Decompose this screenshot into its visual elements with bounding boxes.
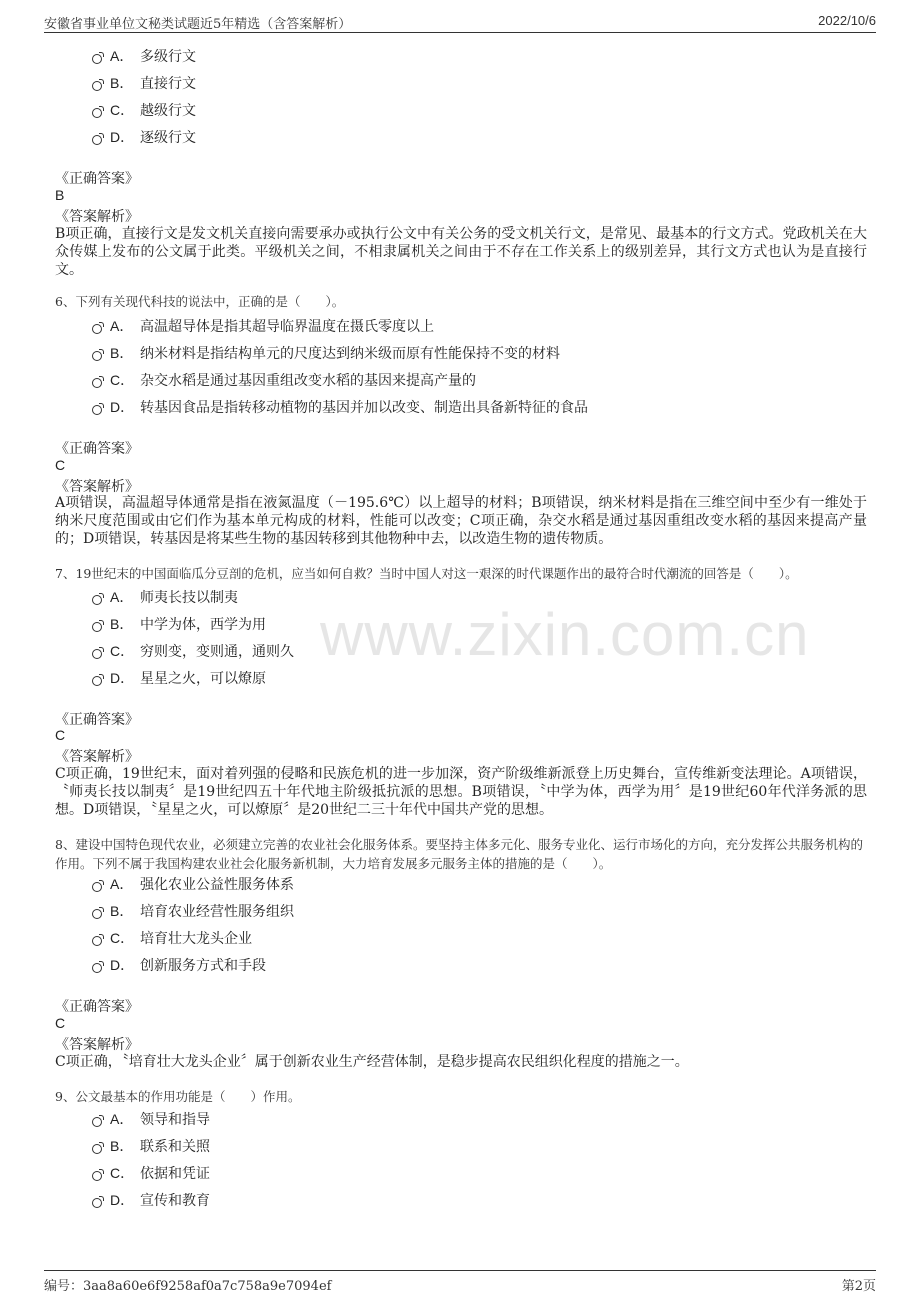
radio-icon[interactable] xyxy=(92,81,102,91)
analysis-text: B项正确，直接行文是发文机关直接向需要承办或执行公文中有关公务的受文机关行文，是常见、最基本的行文方式。党政机关在大众传媒上发布的公文属于此类。平级机关之间，不相隶属机关之间由于不存在工作关系上的级别差异，其行文方式也认为是直接行文。 xyxy=(55,226,867,278)
question-text: 6、下列有关现代科技的说法中，正确的是（ ）。 xyxy=(55,294,345,309)
analysis-label: 《答案解析》 xyxy=(55,209,139,225)
answer-value: C xyxy=(55,1015,66,1031)
page-footer xyxy=(44,1270,876,1293)
radio-icon[interactable] xyxy=(92,1171,102,1181)
q7-options xyxy=(92,583,294,691)
radio-icon[interactable] xyxy=(92,1144,102,1154)
option-a[interactable]: A． 强化农业公益性服务体系 xyxy=(92,870,294,897)
analysis-label: 《答案解析》 xyxy=(55,479,139,495)
analysis-label: 《答案解析》 xyxy=(55,749,139,765)
q5-options xyxy=(92,42,196,150)
answer-value: C xyxy=(55,457,66,473)
answer-label: 《正确答案》 xyxy=(55,999,139,1015)
radio-icon[interactable] xyxy=(92,324,102,334)
q6-options xyxy=(92,312,588,420)
option-c[interactable]: C． 穷则变，变则通，通则久 xyxy=(92,637,294,664)
question-text: 8、建设中国特色现代农业，必须建立完善的农业社会化服务体系。要坚持主体多元化、服务专业化、运行市场化的方向，充分发挥公共服务机构的作用。下列不属于我国构建农业社会化服务新机制，大力培育发展多元服务主体的措施的是（ ）。 xyxy=(55,837,863,871)
answer-value: C xyxy=(55,727,66,743)
radio-icon[interactable] xyxy=(92,135,102,145)
radio-icon[interactable] xyxy=(92,108,102,118)
document-title: 安徽省事业单位文秘类试题近5年精选（含答案解析） xyxy=(44,17,352,32)
option-c[interactable]: C． 依据和凭证 xyxy=(92,1159,210,1186)
answer-label: 《正确答案》 xyxy=(55,712,139,728)
option-d[interactable]: D． 逐级行文 xyxy=(92,123,196,150)
question-text: 9、公文最基本的作用功能是（ ）作用。 xyxy=(55,1089,301,1104)
q9-options xyxy=(92,1105,210,1213)
answer-value: B xyxy=(55,187,65,203)
option-c[interactable]: C． 杂交水稻是通过基因重组改变水稻的基因来提高产量的 xyxy=(92,366,588,393)
radio-icon[interactable] xyxy=(92,622,102,632)
watermark: www.zixin.com.cn xyxy=(320,601,810,668)
option-a[interactable]: A． 多级行文 xyxy=(92,42,196,69)
radio-icon[interactable] xyxy=(92,595,102,605)
option-b[interactable]: B． 培育农业经营性服务组织 xyxy=(92,897,294,924)
page-header xyxy=(44,10,876,33)
option-c[interactable]: C． 培育壮大龙头企业 xyxy=(92,924,294,951)
option-b[interactable]: B． 中学为体，西学为用 xyxy=(92,610,294,637)
option-d[interactable]: D． 创新服务方式和手段 xyxy=(92,951,294,978)
radio-icon[interactable] xyxy=(92,936,102,946)
q8-options xyxy=(92,870,294,978)
option-b[interactable]: B． 纳米材料是指结构单元的尺度达到纳米级而原有性能保持不变的材料 xyxy=(92,339,588,366)
option-b[interactable]: B． 直接行文 xyxy=(92,69,196,96)
option-d[interactable]: D． 转基因食品是指转移动植物的基因并加以改变、制造出具备新特征的食品 xyxy=(92,393,588,420)
option-a[interactable]: A． 高温超导体是指其超导临界温度在摄氏零度以上 xyxy=(92,312,588,339)
radio-icon[interactable] xyxy=(92,351,102,361)
page-number: 第2页 xyxy=(841,1279,876,1294)
analysis-text: C项正确，19世纪末，面对着列强的侵略和民族危机的进一步加深，资产阶级维新派登上历史舞台，宣传维新变法理论。A项错误，〝师夷长技以制夷〞是19世纪四五十年代地主阶级抵抗派的思想。B项错误，〝中学为体，西学为用〞是19世纪60年代洋务派的思想。D项错误，〝星星之火，可以燎原〞是20世纪二三十年代中国共产党的思想。 xyxy=(55,766,867,818)
radio-icon[interactable] xyxy=(92,378,102,388)
option-d[interactable]: D． 星星之火，可以燎原 xyxy=(92,664,294,691)
option-a[interactable]: A． 领导和指导 xyxy=(92,1105,210,1132)
option-c[interactable]: C． 越级行文 xyxy=(92,96,196,123)
analysis-text: A项错误，高温超导体通常是指在液氮温度（－195.6℃）以上超导的材料；B项错误，纳米材料是指在三维空间中至少有一维处于纳米尺度范围或由它们作为基本单元构成的材料，性能可以改变；C项正确，杂交水稻是通过基因重组改变水稻的基因来提高产量的；D项错误，转基因是将某些生物的基因转移到其他物种中去，以改造生物的遗传物质。 xyxy=(55,495,867,547)
option-b[interactable]: B． 联系和关照 xyxy=(92,1132,210,1159)
option-a[interactable]: A． 师夷长技以制夷 xyxy=(92,583,294,610)
radio-icon[interactable] xyxy=(92,676,102,686)
radio-icon[interactable] xyxy=(92,405,102,415)
answer-label: 《正确答案》 xyxy=(55,441,139,457)
radio-icon[interactable] xyxy=(92,882,102,892)
option-d[interactable]: D． 宣传和教育 xyxy=(92,1186,210,1213)
radio-icon[interactable] xyxy=(92,1117,102,1127)
radio-icon[interactable] xyxy=(92,909,102,919)
radio-icon[interactable] xyxy=(92,649,102,659)
radio-icon[interactable] xyxy=(92,963,102,973)
radio-icon[interactable] xyxy=(92,1198,102,1208)
radio-icon[interactable] xyxy=(92,54,102,64)
document-code: 编号：3aa8a60e6f9258af0a7c758a9e7094ef xyxy=(44,1279,332,1294)
question-text: 7、19世纪末的中国面临瓜分豆剖的危机，应当如何自救？当时中国人对这一艰深的时代课题作出的最符合时代潮流的回答是（ ）。 xyxy=(55,566,798,581)
analysis-label: 《答案解析》 xyxy=(55,1037,139,1053)
document-date: 2022/10/6 xyxy=(818,13,876,28)
analysis-text: C项正确，〝培育壮大龙头企业〞属于创新农业生产经营体制，是稳步提高农民组织化程度的措施之一。 xyxy=(55,1054,689,1070)
answer-label: 《正确答案》 xyxy=(55,171,139,187)
